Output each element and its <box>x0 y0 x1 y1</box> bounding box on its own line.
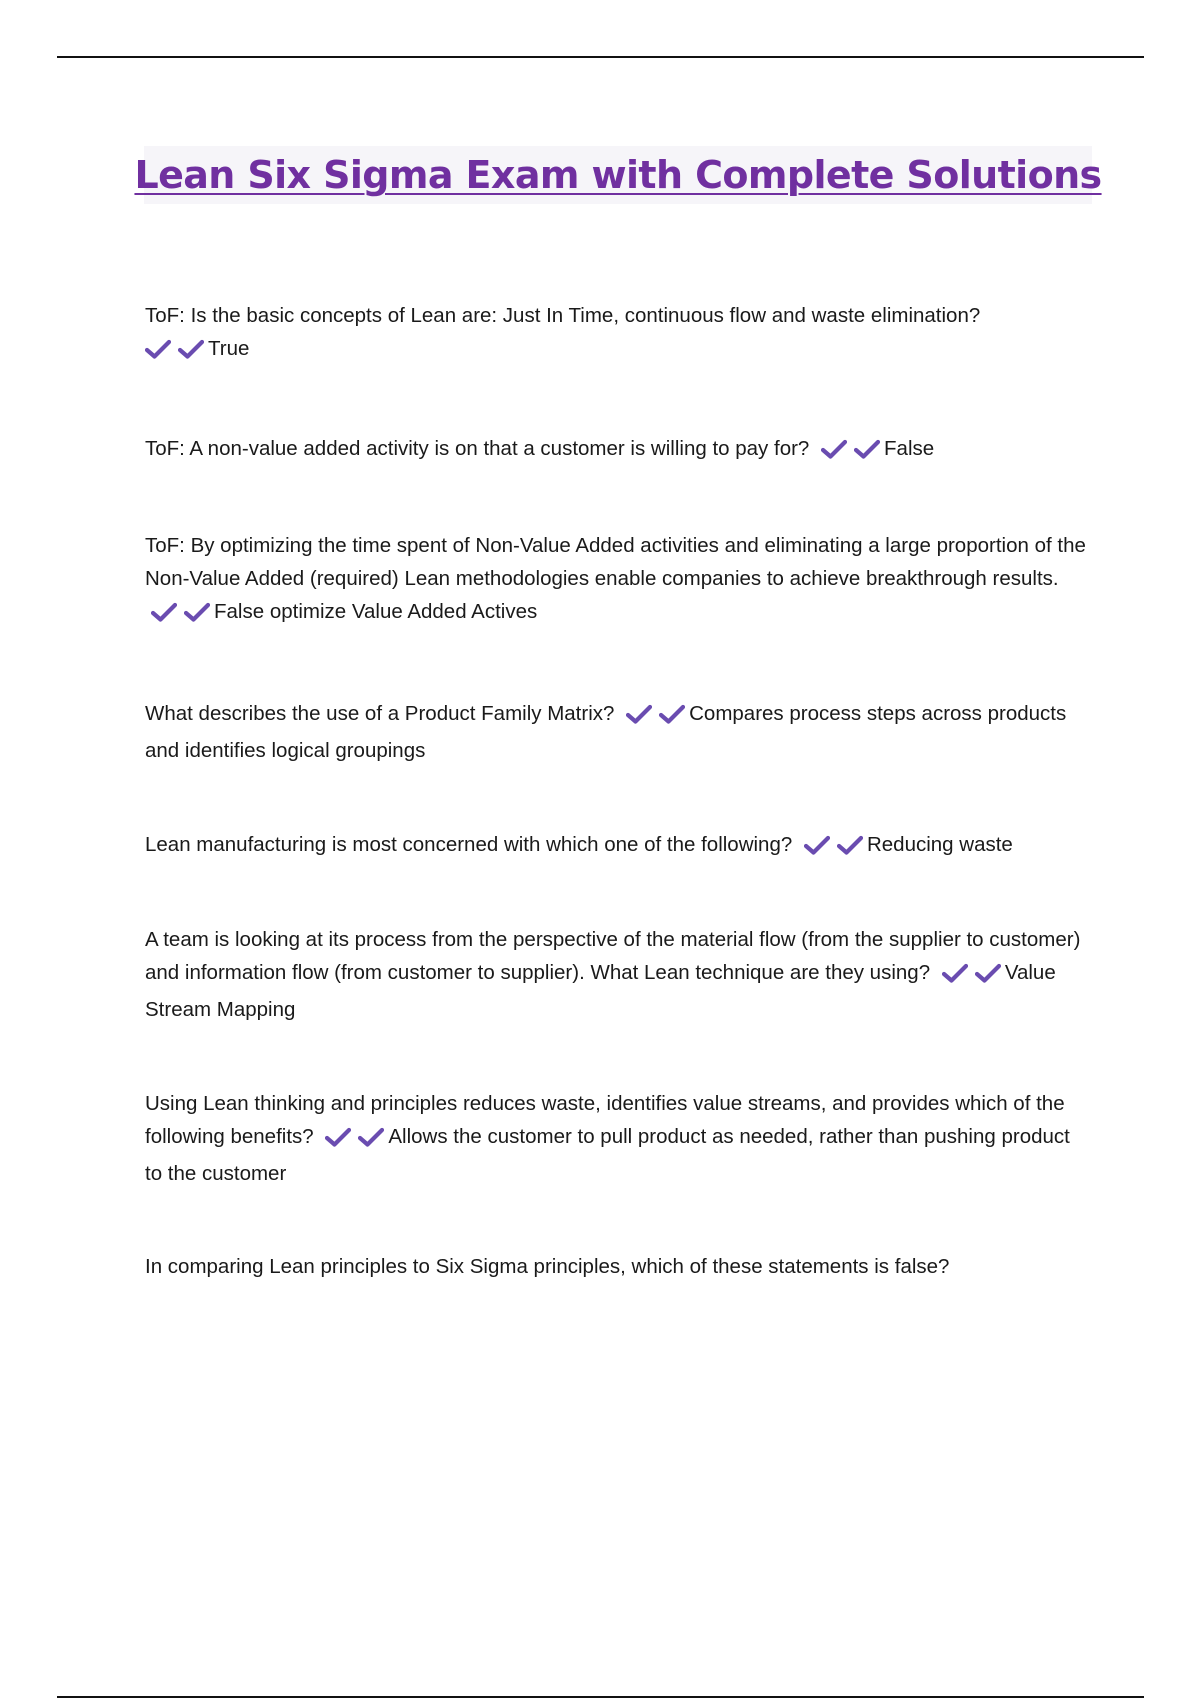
check-icon <box>358 1127 384 1147</box>
check-icon <box>975 963 1001 983</box>
check-icon <box>837 835 863 855</box>
check-icon <box>804 835 830 855</box>
double-check-icon <box>821 436 880 469</box>
answer-text: Reducing waste <box>866 833 1013 856</box>
double-check-icon <box>325 1124 384 1157</box>
check-icon <box>325 1127 351 1147</box>
answer-text: True <box>208 337 250 360</box>
answer-text: Compares process steps across products and identifies logical groupings <box>145 702 1067 762</box>
answer-text: Allows the customer to pull product as needed, rather than pushing product to the customer <box>145 1125 1070 1185</box>
question-text: A team is looking at its process from the perspective of the material flow (from the supplier to customer) and information flow (from customer to supplier). What Lean technique are they using? <box>145 928 1081 984</box>
check-icon <box>151 602 177 622</box>
footer-rule <box>57 1696 1144 1698</box>
question-text: Lean manufacturing is most concerned with which one of the following? <box>145 833 793 856</box>
check-icon <box>178 339 204 359</box>
qa-item-8 <box>145 1250 1090 1283</box>
title-banner <box>134 146 1102 204</box>
header-rule <box>57 56 1144 58</box>
double-check-icon <box>145 336 204 369</box>
check-icon <box>626 704 652 724</box>
answer-text: Value Stream Mapping <box>145 961 1056 1021</box>
check-icon <box>942 963 968 983</box>
question-text: In comparing Lean principles to Six Sigma principles, which of these statements is false? <box>145 1255 950 1278</box>
check-icon <box>821 439 847 459</box>
question-text: ToF: A non-value added activity is on that a customer is willing to pay for? <box>145 437 810 460</box>
check-icon <box>854 439 880 459</box>
question-text: ToF: By optimizing the time spent of Non-Value Added activities and eliminating a large proportion of the Non-Value Added (required) Lean methodologies enable companies to achieve breakthrough results. <box>145 534 1086 590</box>
qa-item-1 <box>145 299 1090 369</box>
question-text: Using Lean thinking and principles reduces waste, identifies value streams, and provides which of the following benefits? <box>145 1092 1065 1148</box>
answer-text: False <box>884 437 935 460</box>
qa-item-5 <box>145 828 1090 865</box>
answer-text: False optimize Value Added Actives <box>214 600 538 623</box>
check-icon <box>659 704 685 724</box>
double-check-icon <box>804 832 863 865</box>
qa-item-7 <box>145 1087 1090 1190</box>
check-icon <box>145 339 171 359</box>
question-text: What describes the use of a Product Family Matrix? <box>145 702 615 725</box>
document-title: Lean Six Sigma Exam with Complete Solutions <box>134 153 1102 197</box>
qa-item-3 <box>145 529 1090 632</box>
qa-item-2 <box>145 432 1090 469</box>
qa-item-6 <box>145 923 1090 1026</box>
double-check-icon <box>942 960 1001 993</box>
check-icon <box>184 602 210 622</box>
question-text: ToF: Is the basic concepts of Lean are: Just In Time, continuous flow and waste elimination? <box>145 304 981 327</box>
qa-item-4 <box>145 697 1090 767</box>
double-check-icon <box>151 599 210 632</box>
double-check-icon <box>626 701 685 734</box>
